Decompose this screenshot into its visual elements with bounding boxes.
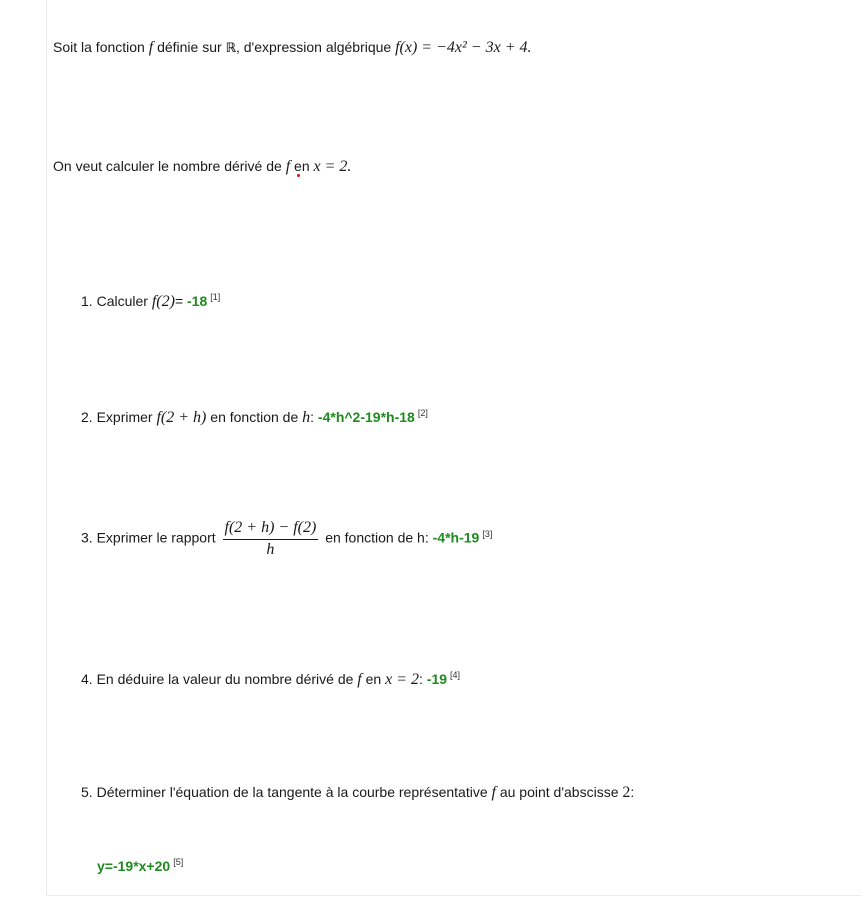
goal-paragraph [53,156,351,177]
reference-marker[interactable]: [2] [417,408,428,418]
content-panel [46,0,861,896]
function-expression: f(x) = −4x² − 3x + 4. [395,39,532,56]
goal-text-en: en [290,158,314,174]
intro-text-defined: définie sur [153,39,226,55]
intro-paragraph [53,37,531,59]
question-text-en: en [361,671,386,687]
ratio-fraction [223,518,319,560]
question-number: 4. [81,671,93,687]
reals-symbol: ℝ [225,41,236,56]
question-text-after: en fonction de h: [321,529,433,546]
question-text-after: au point d'abscisse [495,784,623,800]
point-expression: x = 2 [385,671,420,688]
reference-marker[interactable]: [3] [482,528,493,539]
question-number: 2. [81,409,93,425]
question-text: En déduire la valeur du nombre dérivé de [92,671,358,687]
answer-value: -18 [187,293,208,309]
question-colon: : [630,784,635,800]
question-colon: : [310,409,318,425]
reference-marker[interactable]: [4] [450,670,461,680]
question-math: f(2) [151,293,175,310]
question-5 [81,782,634,803]
answer-value: y=-19*x+20 [97,858,171,874]
question-4 [81,665,460,690]
question-text-after: = [174,293,188,309]
answer-value: -19 [426,671,448,687]
question-number: 1. [81,293,93,309]
question-2 [81,403,428,428]
question-5-answer [97,852,183,876]
question-text: Exprimer le rapport [92,529,220,546]
question-text-after: en fonction de [206,409,303,425]
point-expression: x = 2. [313,158,352,175]
question-3 [81,518,492,560]
answer-value: -4*h^2-19*h-18 [317,409,415,425]
abscissa-value: 2 [622,784,631,801]
reference-marker[interactable]: [5] [173,857,184,867]
question-colon: : [419,671,427,687]
function-symbol: f [285,158,291,175]
fraction-numerator: f(2 + h) − f(2) [223,518,319,540]
question-1 [81,287,220,312]
intro-text: Soit la fonction [53,39,149,55]
question-text: Déterminer l'équation de la tangente à la courbe représentative [92,784,492,800]
goal-text: On veut calculer le nombre dérivé de [53,158,286,174]
question-number: 3. [81,529,93,546]
spellcheck-marker [297,174,300,177]
reference-marker[interactable]: [1] [210,292,221,302]
question-variable: h [302,409,311,426]
question-text: Calculer [92,293,152,309]
question-number: 5. [81,784,93,800]
answer-value: -4*h-19 [432,529,480,546]
question-math: f(2 + h) [156,409,207,426]
function-symbol: f [148,39,154,56]
function-symbol: f [357,671,362,688]
question-text: Exprimer [92,409,157,425]
fraction-denominator: h [266,541,275,558]
function-symbol: f [491,784,496,801]
intro-text-expression: , d'expression algébrique [235,39,396,55]
